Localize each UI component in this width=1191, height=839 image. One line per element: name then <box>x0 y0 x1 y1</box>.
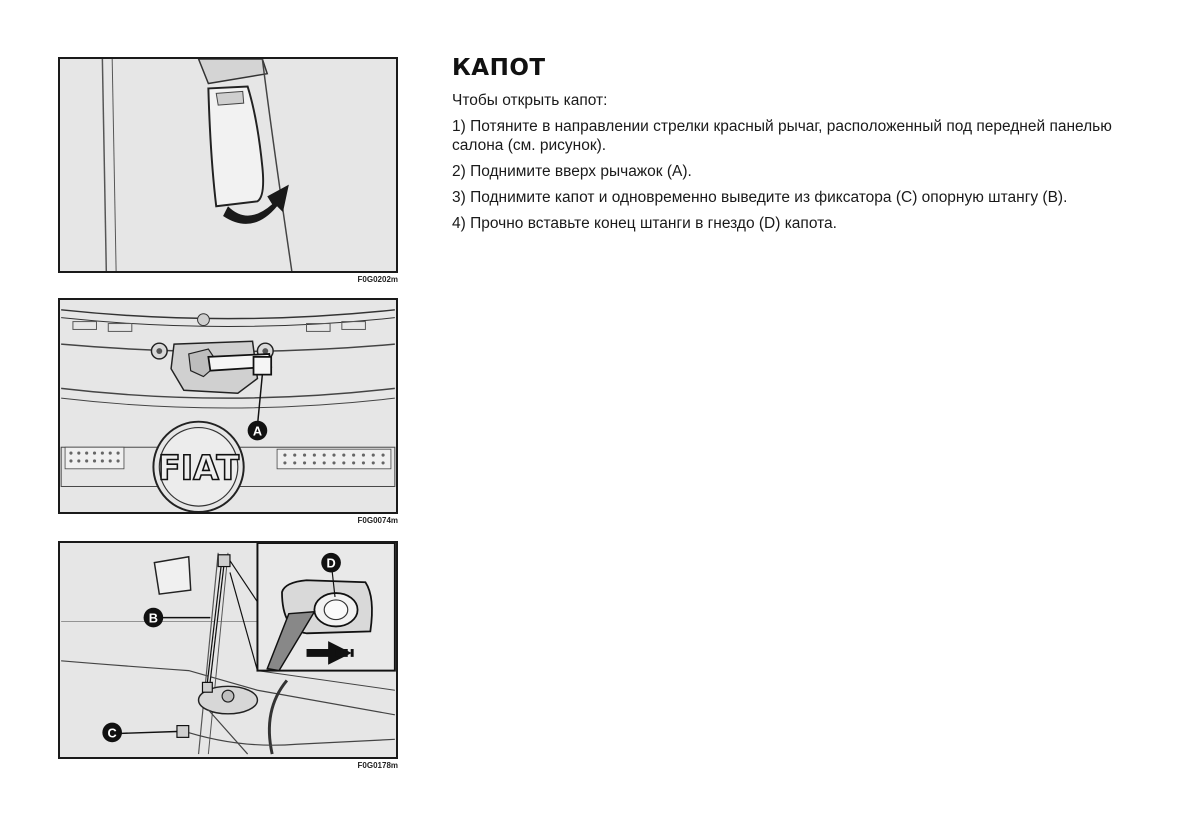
hood-support-rod-illustration <box>60 543 396 757</box>
intro-paragraph: Чтобы открыть капот: <box>452 92 608 109</box>
figure-hood-support-rod <box>58 541 398 759</box>
hood-latch-illustration <box>60 300 396 512</box>
figure-hood-latch-lever <box>58 298 398 514</box>
page-title: КАПОТ <box>452 55 546 81</box>
figure-caption: F0G0074m <box>357 516 398 525</box>
callout-b-label: B <box>148 610 159 626</box>
figure-hood-release-lever <box>58 57 398 273</box>
hood-instructions <box>452 55 1132 240</box>
hood-release-lever-illustration <box>60 59 396 271</box>
figure-caption: F0G0178m <box>357 761 398 770</box>
callout-d-label: D <box>326 555 336 571</box>
step-3: 3) Поднимите капот и одновременно выведите из фиксатора (C) опорную штангу (B). <box>452 189 1068 206</box>
step-2: 2) Поднимите вверх рычажок (A). <box>452 163 692 180</box>
figure-caption: F0G0202m <box>357 275 398 284</box>
step-4: 4) Прочно вставьте конец штанги в гнездо (D) капота. <box>452 215 837 232</box>
step-1: 1) Потяните в направлении стрелки красный рычаг, расположенный под передней панелью салона (см. рисунок). <box>452 118 1112 154</box>
callout-a-label: A <box>252 423 263 439</box>
callout-c-label: C <box>107 725 117 741</box>
fiat-logo-text: FIAT <box>157 448 240 488</box>
